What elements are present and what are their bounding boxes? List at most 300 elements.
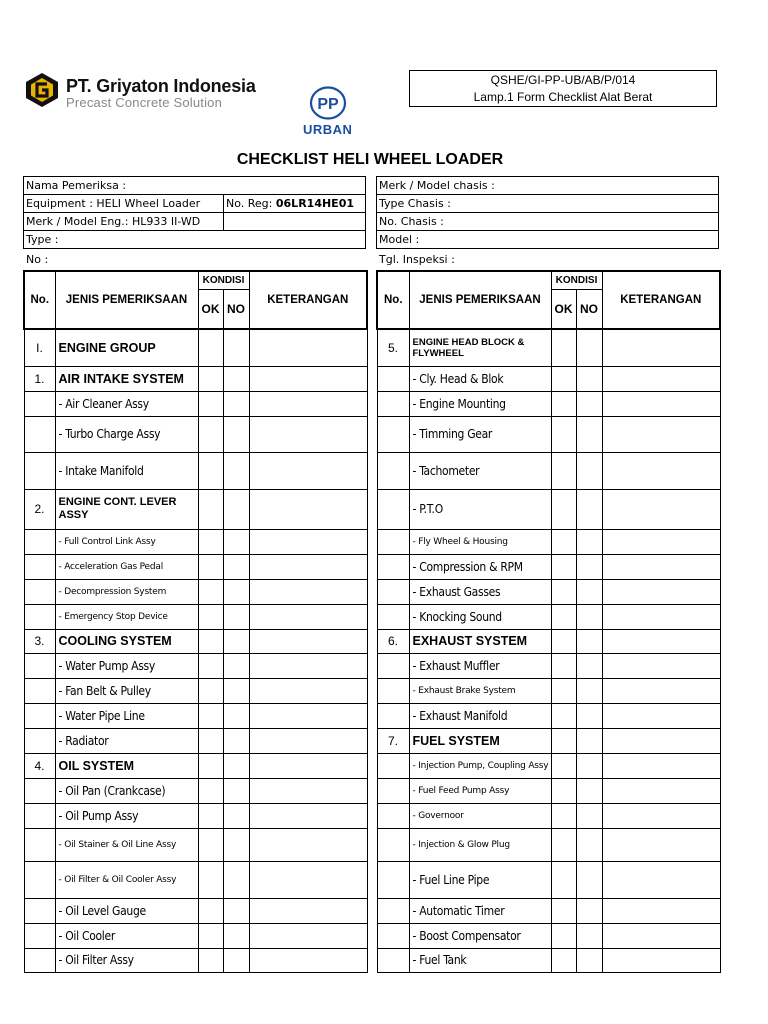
inspection-item: - Exhaust Brake System bbox=[409, 678, 551, 703]
checklist-row bbox=[377, 529, 720, 554]
row-number bbox=[377, 391, 409, 416]
keterangan-cell[interactable] bbox=[602, 703, 720, 728]
no-checkbox-cell[interactable] bbox=[576, 604, 602, 629]
ok-checkbox-cell[interactable] bbox=[551, 452, 576, 489]
ok-checkbox-cell[interactable] bbox=[551, 629, 576, 653]
keterangan-cell[interactable] bbox=[602, 861, 720, 898]
ok-checkbox-cell[interactable] bbox=[551, 416, 576, 452]
keterangan-cell[interactable] bbox=[602, 529, 720, 554]
no-checkbox-cell[interactable] bbox=[576, 489, 602, 529]
row-number: 4. bbox=[24, 753, 55, 778]
document-code: QSHE/GI-PP-UB/AB/P/014 bbox=[490, 73, 636, 87]
ok-checkbox-cell[interactable] bbox=[198, 452, 223, 489]
no-reg-value: 06LR14HE01 bbox=[275, 197, 354, 210]
inspection-item: - Oil Level Gauge bbox=[55, 898, 198, 923]
no-checkbox-cell[interactable] bbox=[576, 703, 602, 728]
no-chasis-label: No. Chasis : bbox=[379, 215, 444, 228]
inspection-item: ENGINE HEAD BLOCK & FLYWHEEL bbox=[409, 329, 551, 366]
row-number bbox=[377, 923, 409, 948]
inspection-item: - Fuel Line Pipe bbox=[409, 861, 551, 898]
inspection-item: FUEL SYSTEM bbox=[409, 728, 551, 753]
header-ok: OK bbox=[198, 289, 223, 329]
info-row-type bbox=[23, 230, 366, 249]
inspection-item: - Exhaust Muffler bbox=[409, 653, 551, 678]
ok-checkbox-cell[interactable] bbox=[198, 778, 223, 803]
keterangan-cell[interactable] bbox=[249, 948, 367, 972]
row-number bbox=[24, 898, 55, 923]
checklist-row bbox=[24, 653, 367, 678]
no-checkbox-cell[interactable] bbox=[576, 554, 602, 579]
no-checkbox-cell[interactable] bbox=[576, 579, 602, 604]
ok-checkbox-cell[interactable] bbox=[198, 861, 223, 898]
header-jenis-pemeriksaan: JENIS PEMERIKSAAN bbox=[55, 271, 198, 329]
ok-checkbox-cell[interactable] bbox=[551, 579, 576, 604]
checklist-row bbox=[24, 728, 367, 753]
ok-checkbox-cell[interactable] bbox=[551, 391, 576, 416]
tgl-inspeksi-label: Tgl. Inspeksi : bbox=[379, 253, 455, 266]
no-checkbox-cell[interactable] bbox=[223, 604, 249, 629]
keterangan-cell[interactable] bbox=[602, 554, 720, 579]
no-checkbox-cell[interactable] bbox=[576, 416, 602, 452]
no-checkbox-cell[interactable] bbox=[576, 366, 602, 391]
keterangan-cell[interactable] bbox=[249, 861, 367, 898]
keterangan-cell[interactable] bbox=[602, 329, 720, 366]
inspection-item: - Oil Pump Assy bbox=[55, 803, 198, 828]
row-number bbox=[377, 861, 409, 898]
ok-checkbox-cell[interactable] bbox=[551, 604, 576, 629]
header-kondisi: KONDISI bbox=[551, 271, 602, 289]
inspection-item: - Water Pump Assy bbox=[55, 653, 198, 678]
ok-checkbox-cell[interactable] bbox=[551, 923, 576, 948]
ok-checkbox-cell[interactable] bbox=[551, 653, 576, 678]
checklist-row bbox=[24, 778, 367, 803]
inspection-item: - Exhaust Manifold bbox=[409, 703, 551, 728]
inspection-item: - Automatic Timer bbox=[409, 898, 551, 923]
inspection-item: COOLING SYSTEM bbox=[55, 629, 198, 653]
ok-checkbox-cell[interactable] bbox=[551, 728, 576, 753]
row-number bbox=[377, 778, 409, 803]
header-kondisi: KONDISI bbox=[198, 271, 249, 289]
inspection-item: - Acceleration Gas Pedal bbox=[55, 554, 198, 579]
no-checkbox-cell[interactable] bbox=[223, 366, 249, 391]
inspection-item: - Boost Compensator bbox=[409, 923, 551, 948]
no-checkbox-cell[interactable] bbox=[576, 861, 602, 898]
no-checkbox-cell[interactable] bbox=[223, 728, 249, 753]
inspection-item: - Injection & Glow Plug bbox=[409, 828, 551, 861]
checklist-row bbox=[377, 923, 720, 948]
checklist-row bbox=[24, 861, 367, 898]
no-checkbox-cell[interactable] bbox=[223, 391, 249, 416]
inspection-item: OIL SYSTEM bbox=[55, 753, 198, 778]
row-number: 5. bbox=[377, 329, 409, 366]
inspection-item: - Oil Pan (Crankcase) bbox=[55, 778, 198, 803]
header-no-cond: NO bbox=[223, 289, 249, 329]
info-row-merk-eng-blank bbox=[223, 212, 366, 231]
inspection-item: - Cly. Head & Blok bbox=[409, 366, 551, 391]
checklist-row bbox=[377, 803, 720, 828]
ok-checkbox-cell[interactable] bbox=[198, 923, 223, 948]
checklist-row bbox=[24, 703, 367, 728]
ok-checkbox-cell[interactable] bbox=[551, 554, 576, 579]
keterangan-cell[interactable] bbox=[249, 366, 367, 391]
document-name: Lamp.1 Form Checklist Alat Berat bbox=[473, 90, 653, 104]
ok-checkbox-cell[interactable] bbox=[551, 753, 576, 778]
svg-text:PP: PP bbox=[317, 96, 339, 113]
row-number: 3. bbox=[24, 629, 55, 653]
checklist-row bbox=[377, 629, 720, 653]
type-label: Type : bbox=[26, 233, 59, 246]
ok-checkbox-cell[interactable] bbox=[551, 898, 576, 923]
keterangan-cell[interactable] bbox=[602, 452, 720, 489]
inspection-item: - Tachometer bbox=[409, 452, 551, 489]
merk-chasis-label: Merk / Model chasis : bbox=[379, 179, 495, 192]
ok-checkbox-cell[interactable] bbox=[198, 653, 223, 678]
no-checkbox-cell[interactable] bbox=[223, 778, 249, 803]
ok-checkbox-cell[interactable] bbox=[198, 391, 223, 416]
keterangan-cell[interactable] bbox=[249, 778, 367, 803]
ok-checkbox-cell[interactable] bbox=[551, 948, 576, 972]
keterangan-cell[interactable] bbox=[249, 579, 367, 604]
checklist-row bbox=[377, 753, 720, 778]
inspection-item: - Oil Stainer & Oil Line Assy bbox=[55, 828, 198, 861]
no-checkbox-cell[interactable] bbox=[223, 452, 249, 489]
no-checkbox-cell[interactable] bbox=[223, 329, 249, 366]
keterangan-cell[interactable] bbox=[249, 703, 367, 728]
checklist-row bbox=[24, 828, 367, 861]
nama-pemeriksa-label: Nama Pemeriksa : bbox=[26, 179, 127, 192]
no-checkbox-cell[interactable] bbox=[223, 898, 249, 923]
no-checkbox-cell[interactable] bbox=[223, 489, 249, 529]
ok-checkbox-cell[interactable] bbox=[551, 329, 576, 366]
row-number bbox=[24, 604, 55, 629]
header-ok: OK bbox=[551, 289, 576, 329]
row-number bbox=[24, 529, 55, 554]
keterangan-cell[interactable] bbox=[602, 391, 720, 416]
keterangan-cell[interactable] bbox=[602, 923, 720, 948]
row-number bbox=[24, 803, 55, 828]
row-number bbox=[377, 529, 409, 554]
company-tagline: Precast Concrete Solution bbox=[66, 95, 223, 110]
ok-checkbox-cell[interactable] bbox=[198, 579, 223, 604]
inspection-item: - Engine Mounting bbox=[409, 391, 551, 416]
keterangan-cell[interactable] bbox=[249, 803, 367, 828]
no-checkbox-cell[interactable] bbox=[576, 778, 602, 803]
no-reg-label: No. Reg: bbox=[226, 197, 276, 210]
no-checkbox-cell[interactable] bbox=[576, 728, 602, 753]
ok-checkbox-cell[interactable] bbox=[551, 703, 576, 728]
checklist-row bbox=[377, 728, 720, 753]
model-label: Model : bbox=[379, 233, 420, 246]
row-number bbox=[24, 861, 55, 898]
keterangan-cell[interactable] bbox=[602, 948, 720, 972]
no-checkbox-cell[interactable] bbox=[576, 678, 602, 703]
inspection-item: ENGINE GROUP bbox=[55, 329, 198, 366]
keterangan-cell[interactable] bbox=[602, 629, 720, 653]
keterangan-cell[interactable] bbox=[249, 604, 367, 629]
no-checkbox-cell[interactable] bbox=[576, 948, 602, 972]
inspection-item: - Fly Wheel & Housing bbox=[409, 529, 551, 554]
keterangan-cell[interactable] bbox=[249, 828, 367, 861]
checklist-row bbox=[24, 629, 367, 653]
no-checkbox-cell[interactable] bbox=[223, 579, 249, 604]
inspection-item: - Water Pipe Line bbox=[55, 703, 198, 728]
inspection-item: - Knocking Sound bbox=[409, 604, 551, 629]
pp-logo-icon bbox=[308, 86, 348, 120]
row-number bbox=[24, 554, 55, 579]
checklist-row bbox=[24, 803, 367, 828]
ok-checkbox-cell[interactable] bbox=[551, 861, 576, 898]
griyaton-logo-icon bbox=[25, 72, 59, 108]
inspection-item: - Injection Pump, Coupling Assy bbox=[409, 753, 551, 778]
checklist-row bbox=[377, 678, 720, 703]
row-number bbox=[377, 489, 409, 529]
ok-checkbox-cell[interactable] bbox=[198, 329, 223, 366]
no-checkbox-cell[interactable] bbox=[576, 329, 602, 366]
checklist-row bbox=[377, 416, 720, 452]
no-checkbox-cell[interactable] bbox=[576, 391, 602, 416]
inspection-item: - P.T.O bbox=[409, 489, 551, 529]
keterangan-cell[interactable] bbox=[249, 898, 367, 923]
row-number bbox=[24, 452, 55, 489]
row-number bbox=[377, 579, 409, 604]
ok-checkbox-cell[interactable] bbox=[198, 416, 223, 452]
checklist-row bbox=[377, 489, 720, 529]
checklist-row bbox=[377, 828, 720, 861]
row-number bbox=[24, 703, 55, 728]
inspection-item: - Compression & RPM bbox=[409, 554, 551, 579]
row-number bbox=[377, 678, 409, 703]
no-checkbox-cell[interactable] bbox=[576, 529, 602, 554]
ok-checkbox-cell[interactable] bbox=[551, 778, 576, 803]
no-checkbox-cell[interactable] bbox=[576, 803, 602, 828]
keterangan-cell[interactable] bbox=[249, 653, 367, 678]
checklist-row bbox=[24, 529, 367, 554]
header-no: No. bbox=[24, 271, 55, 329]
inspection-item: - Governoor bbox=[409, 803, 551, 828]
ok-checkbox-cell[interactable] bbox=[198, 529, 223, 554]
header-no: No. bbox=[377, 271, 409, 329]
row-number bbox=[377, 653, 409, 678]
row-number bbox=[24, 416, 55, 452]
keterangan-cell[interactable] bbox=[602, 898, 720, 923]
row-number bbox=[24, 391, 55, 416]
checklist-row bbox=[24, 678, 367, 703]
ok-checkbox-cell[interactable] bbox=[198, 703, 223, 728]
keterangan-cell[interactable] bbox=[602, 678, 720, 703]
ok-checkbox-cell[interactable] bbox=[198, 366, 223, 391]
no-checkbox-cell[interactable] bbox=[223, 416, 249, 452]
header-keterangan: KETERANGAN bbox=[602, 271, 720, 329]
no-checkbox-cell[interactable] bbox=[576, 828, 602, 861]
no-checkbox-cell[interactable] bbox=[576, 629, 602, 653]
inspection-item: - Fuel Feed Pump Assy bbox=[409, 778, 551, 803]
keterangan-cell[interactable] bbox=[249, 753, 367, 778]
row-number bbox=[377, 366, 409, 391]
row-number: 6. bbox=[377, 629, 409, 653]
keterangan-cell[interactable] bbox=[249, 678, 367, 703]
checklist-row bbox=[377, 329, 720, 366]
checklist-row bbox=[24, 489, 367, 529]
checklist-row bbox=[24, 452, 367, 489]
no-checkbox-cell[interactable] bbox=[576, 452, 602, 489]
row-number bbox=[377, 604, 409, 629]
keterangan-cell[interactable] bbox=[602, 728, 720, 753]
keterangan-cell[interactable] bbox=[249, 923, 367, 948]
ok-checkbox-cell[interactable] bbox=[551, 678, 576, 703]
row-number bbox=[377, 898, 409, 923]
keterangan-cell[interactable] bbox=[602, 653, 720, 678]
row-number bbox=[24, 778, 55, 803]
ok-checkbox-cell[interactable] bbox=[198, 948, 223, 972]
row-number bbox=[24, 579, 55, 604]
no-checkbox-cell[interactable] bbox=[223, 923, 249, 948]
checklist-row bbox=[24, 579, 367, 604]
row-number bbox=[24, 653, 55, 678]
checklist-row bbox=[24, 948, 367, 972]
keterangan-cell[interactable] bbox=[602, 604, 720, 629]
no-checkbox-cell[interactable] bbox=[223, 653, 249, 678]
type-chasis-label: Type Chasis : bbox=[379, 197, 451, 210]
no-checkbox-cell[interactable] bbox=[223, 529, 249, 554]
keterangan-cell[interactable] bbox=[249, 529, 367, 554]
ok-checkbox-cell[interactable] bbox=[198, 753, 223, 778]
checklist-row bbox=[24, 391, 367, 416]
keterangan-cell[interactable] bbox=[249, 452, 367, 489]
company-name: PT. Griyaton Indonesia bbox=[66, 76, 256, 96]
row-number bbox=[24, 828, 55, 861]
no-checkbox-cell[interactable] bbox=[223, 629, 249, 653]
ok-checkbox-cell[interactable] bbox=[551, 529, 576, 554]
keterangan-cell[interactable] bbox=[249, 728, 367, 753]
info-row-model bbox=[376, 230, 719, 249]
keterangan-cell[interactable] bbox=[249, 329, 367, 366]
row-number bbox=[377, 753, 409, 778]
keterangan-cell[interactable] bbox=[602, 366, 720, 391]
inspection-item: - Timming Gear bbox=[409, 416, 551, 452]
checklist-table-left bbox=[23, 270, 368, 973]
checklist-row bbox=[377, 391, 720, 416]
keterangan-cell[interactable] bbox=[602, 489, 720, 529]
keterangan-cell[interactable] bbox=[602, 579, 720, 604]
row-number bbox=[377, 452, 409, 489]
row-number bbox=[24, 948, 55, 972]
keterangan-cell[interactable] bbox=[249, 391, 367, 416]
inspection-item: - Fan Belt & Pulley bbox=[55, 678, 198, 703]
no-checkbox-cell[interactable] bbox=[576, 753, 602, 778]
checklist-row bbox=[24, 923, 367, 948]
ok-checkbox-cell[interactable] bbox=[198, 728, 223, 753]
no-reg-field bbox=[226, 197, 354, 210]
no-checkbox-cell[interactable] bbox=[223, 753, 249, 778]
equipment-label: Equipment : HELI Wheel Loader bbox=[26, 197, 201, 210]
ok-checkbox-cell[interactable] bbox=[198, 678, 223, 703]
no-checkbox-cell[interactable] bbox=[223, 861, 249, 898]
row-number: 1. bbox=[24, 366, 55, 391]
inspection-item: EXHAUST SYSTEM bbox=[409, 629, 551, 653]
checklist-row bbox=[377, 604, 720, 629]
checklist-row bbox=[377, 366, 720, 391]
no-checkbox-cell[interactable] bbox=[223, 803, 249, 828]
ok-checkbox-cell[interactable] bbox=[198, 898, 223, 923]
keterangan-cell[interactable] bbox=[249, 554, 367, 579]
ok-checkbox-cell[interactable] bbox=[198, 828, 223, 861]
inspection-item: - Oil Filter & Oil Cooler Assy bbox=[55, 861, 198, 898]
inspection-item: - Intake Manifold bbox=[55, 452, 198, 489]
checklist-row bbox=[24, 329, 367, 366]
ok-checkbox-cell[interactable] bbox=[198, 554, 223, 579]
no-checkbox-cell[interactable] bbox=[223, 948, 249, 972]
inspection-item: - Full Control Link Assy bbox=[55, 529, 198, 554]
checklist-row bbox=[377, 579, 720, 604]
inspection-item: - Oil Filter Assy bbox=[55, 948, 198, 972]
checklist-row bbox=[24, 554, 367, 579]
row-number bbox=[24, 923, 55, 948]
inspection-item: - Oil Cooler bbox=[55, 923, 198, 948]
keterangan-cell[interactable] bbox=[602, 778, 720, 803]
row-number: 2. bbox=[24, 489, 55, 529]
ok-checkbox-cell[interactable] bbox=[551, 366, 576, 391]
row-number bbox=[377, 948, 409, 972]
checklist-row bbox=[24, 753, 367, 778]
row-number bbox=[377, 803, 409, 828]
checklist-row bbox=[377, 554, 720, 579]
no-checkbox-cell[interactable] bbox=[576, 653, 602, 678]
checklist-row bbox=[377, 452, 720, 489]
row-number bbox=[377, 703, 409, 728]
header-no-cond: NO bbox=[576, 289, 602, 329]
ok-checkbox-cell[interactable] bbox=[551, 828, 576, 861]
no-checkbox-cell[interactable] bbox=[223, 554, 249, 579]
inspection-item: - Fuel Tank bbox=[409, 948, 551, 972]
keterangan-cell[interactable] bbox=[249, 489, 367, 529]
ok-checkbox-cell[interactable] bbox=[198, 489, 223, 529]
checklist-row bbox=[377, 948, 720, 972]
no-checkbox-cell[interactable] bbox=[223, 703, 249, 728]
checklist-row bbox=[377, 898, 720, 923]
checklist-row bbox=[24, 366, 367, 391]
no-checkbox-cell[interactable] bbox=[223, 678, 249, 703]
row-number bbox=[377, 828, 409, 861]
keterangan-cell[interactable] bbox=[249, 416, 367, 452]
keterangan-cell[interactable] bbox=[602, 828, 720, 861]
inspection-item: - Decompression System bbox=[55, 579, 198, 604]
checklist-row bbox=[24, 898, 367, 923]
no-checkbox-cell[interactable] bbox=[223, 828, 249, 861]
inspection-item: - Emergency Stop Device bbox=[55, 604, 198, 629]
keterangan-cell[interactable] bbox=[602, 803, 720, 828]
no-label: No : bbox=[26, 253, 49, 266]
inspection-item: ENGINE CONT. LEVER ASSY bbox=[55, 489, 198, 529]
keterangan-cell[interactable] bbox=[602, 416, 720, 452]
ok-checkbox-cell[interactable] bbox=[551, 489, 576, 529]
checklist-table-right bbox=[376, 270, 721, 973]
no-checkbox-cell[interactable] bbox=[576, 923, 602, 948]
inspection-item: - Air Cleaner Assy bbox=[55, 391, 198, 416]
no-checkbox-cell[interactable] bbox=[576, 898, 602, 923]
ok-checkbox-cell[interactable] bbox=[198, 803, 223, 828]
header-keterangan: KETERANGAN bbox=[249, 271, 367, 329]
checklist-row bbox=[377, 703, 720, 728]
ok-checkbox-cell[interactable] bbox=[198, 604, 223, 629]
keterangan-cell[interactable] bbox=[602, 753, 720, 778]
ok-checkbox-cell[interactable] bbox=[551, 803, 576, 828]
row-number bbox=[377, 416, 409, 452]
checklist-row bbox=[377, 861, 720, 898]
ok-checkbox-cell[interactable] bbox=[198, 629, 223, 653]
row-number bbox=[24, 728, 55, 753]
keterangan-cell[interactable] bbox=[249, 629, 367, 653]
inspection-item: - Exhaust Gasses bbox=[409, 579, 551, 604]
